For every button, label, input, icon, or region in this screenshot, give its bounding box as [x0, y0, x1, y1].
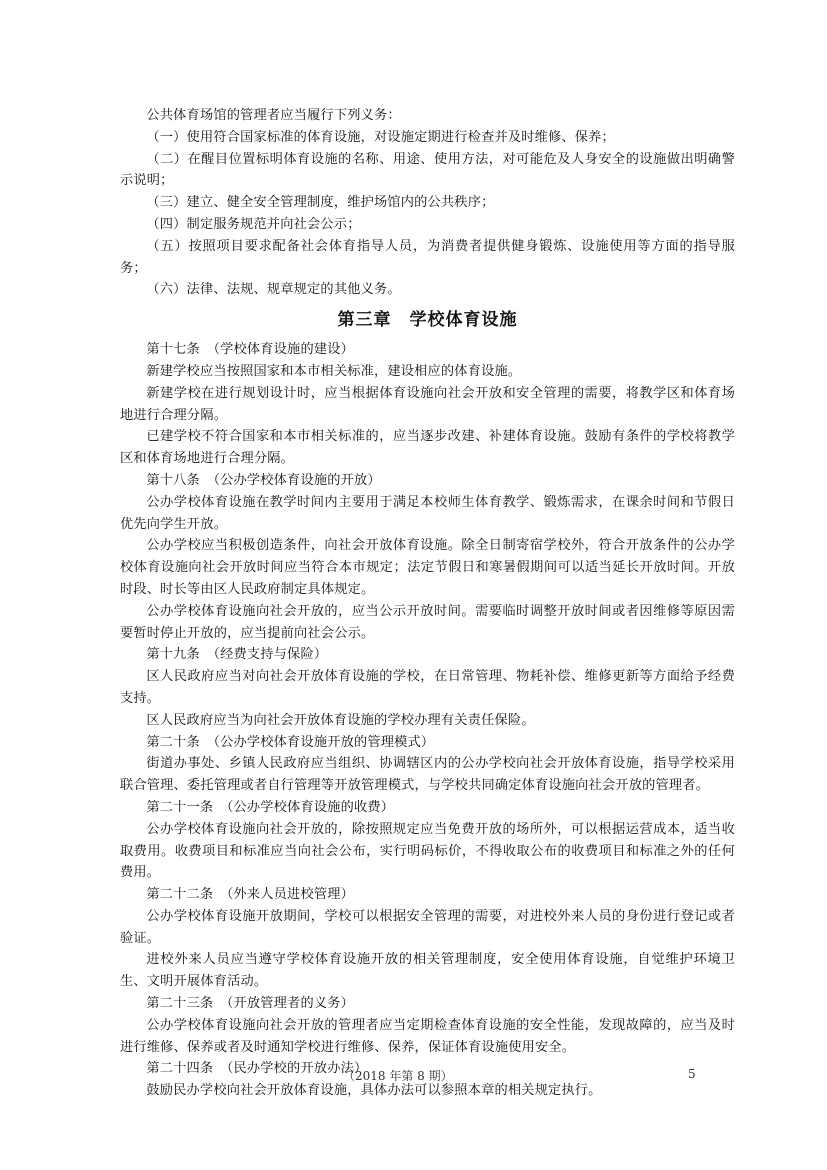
article-19-heading: 第十九条 （经费支持与保险）	[146, 647, 328, 663]
article-17-paragraph-3: 已建学校不符合国家和本市相关标准的，应当逐步改建、补建体育设施。鼓励有条件的学校将教学区和体育场地进行合理分隔。	[120, 429, 735, 467]
article-18-paragraph-3: 公办学校体育设施向社会开放的，应当公示开放时间。需要临时调整开放时间或者因维修等原因需要暂时停止开放的，应当提前向社会公示。	[120, 603, 735, 641]
duty-item-4: （四）制定服务规范并向社会公示；	[146, 216, 361, 232]
article-23-heading: 第二十三条 （开放管理者的义务）	[146, 996, 354, 1012]
article-18-paragraph-2: 公办学校应当积极创造条件，向社会开放体育设施。除全日制寄宿学校外，符合开放条件的公办学校体育设施向社会开放时间应当符合本市规定；法定节假日和寒暑假期间可以适当延长开放时间。开放时段、时长等由区人民政府制定具体规定。	[120, 538, 735, 597]
article-22-heading: 第二十二条 （外来人员进校管理）	[146, 887, 354, 903]
article-20-paragraph-1: 街道办事处、乡镇人民政府应当组织、协调辖区内的公办学校向社会开放体育设施，指导学校采用联合管理、委托管理或者自行管理等开放管理模式，与学校共同确定体育设施向社会开放的管理者。	[120, 756, 735, 794]
duty-item-1: （一）使用符合国家标准的体育设施，对设施定期进行检查并及时维修、保养；	[146, 129, 615, 145]
article-21-heading: 第二十一条 （公办学校体育设施的收费）	[146, 799, 395, 815]
article-22-paragraph-1: 公办学校体育设施开放期间，学校可以根据安全管理的需要，对进校外来人员的身份进行登记或者验证。	[120, 908, 735, 946]
article-20-heading: 第二十条 （公办学校体育设施开放的管理模式）	[146, 734, 435, 750]
duty-item-6: （六）法律、法规、规章规定的其他义务。	[146, 282, 401, 298]
duties-intro: 公共体育场馆的管理者应当履行下列义务：	[146, 108, 401, 123]
article-17-paragraph-1: 新建学校应当按照国家和本市相关标准，建设相应的体育设施。	[146, 363, 522, 379]
article-17-heading: 第十七条 （学校体育设施的建设）	[146, 342, 354, 358]
article-18-paragraph-1: 公办学校体育设施在教学时间内主要用于满足本校师生体育教学、锻炼需求，在课余时间和节假日优先向学生开放。	[120, 494, 735, 532]
issue-label: （2018 年第 8 期）	[343, 1069, 453, 1083]
article-23-paragraph-1: 公办学校体育设施向社会开放的管理者应当定期检查体育设施的安全性能，发现故障的，应当及时进行维修、保养或者及时通知学校进行维修、保养，保证体育设施使用安全。	[120, 1017, 735, 1055]
article-19-paragraph-1: 区人民政府应当对向社会开放体育设施的学校，在日常管理、物耗补偿、维修更新等方面给予经费支持。	[120, 669, 735, 706]
article-21-paragraph-1: 公办学校体育设施向社会开放的，除按照规定应当免费开放的场所外，可以根据运营成本，适当收取费用。收费项目和标准应当向社会公布，实行明码标价，不得收取公布的收费项目和标准之外的任何费用。	[120, 821, 735, 881]
article-24-heading: 第二十四条 （民办学校的开放办法）	[146, 1061, 368, 1077]
chapter-title: 第三章 学校体育设施	[337, 310, 518, 331]
page-number: 5	[688, 1067, 696, 1081]
article-18-heading: 第十八条 （公办学校体育设施的开放）	[146, 472, 381, 488]
duty-item-3: （三）建立、健全安全管理制度，维护场馆内的公共秩序；	[146, 195, 495, 211]
article-24-paragraph-1: 鼓励民办学校向社会开放体育设施，具体办法可以参照本章的相关规定执行。	[146, 1083, 602, 1099]
article-17-paragraph-2: 新建学校在进行规划设计时，应当根据体育设施向社会开放和安全管理的需要，将教学区和体育场地进行合理分隔。	[120, 385, 735, 423]
document-body	[120, 105, 735, 1102]
article-19-paragraph-2: 区人民政府应当为向社会开放体育设施的学校办理有关责任保险。	[146, 712, 535, 728]
duty-item-5: （五）按照项目要求配备社会体育指导人员，为消费者提供健身锻炼、设施使用等方面的指导服务；	[120, 238, 735, 276]
article-22-paragraph-2: 进校外来人员应当遵守学校体育设施开放的相关管理制度，安全使用体育设施，自觉维护环境卫生、文明开展体育活动。	[120, 952, 735, 990]
duty-item-2: （二）在醒目位置标明体育设施的名称、用途、使用方法，对可能危及人身安全的设施做出明确警示说明；	[120, 151, 735, 189]
